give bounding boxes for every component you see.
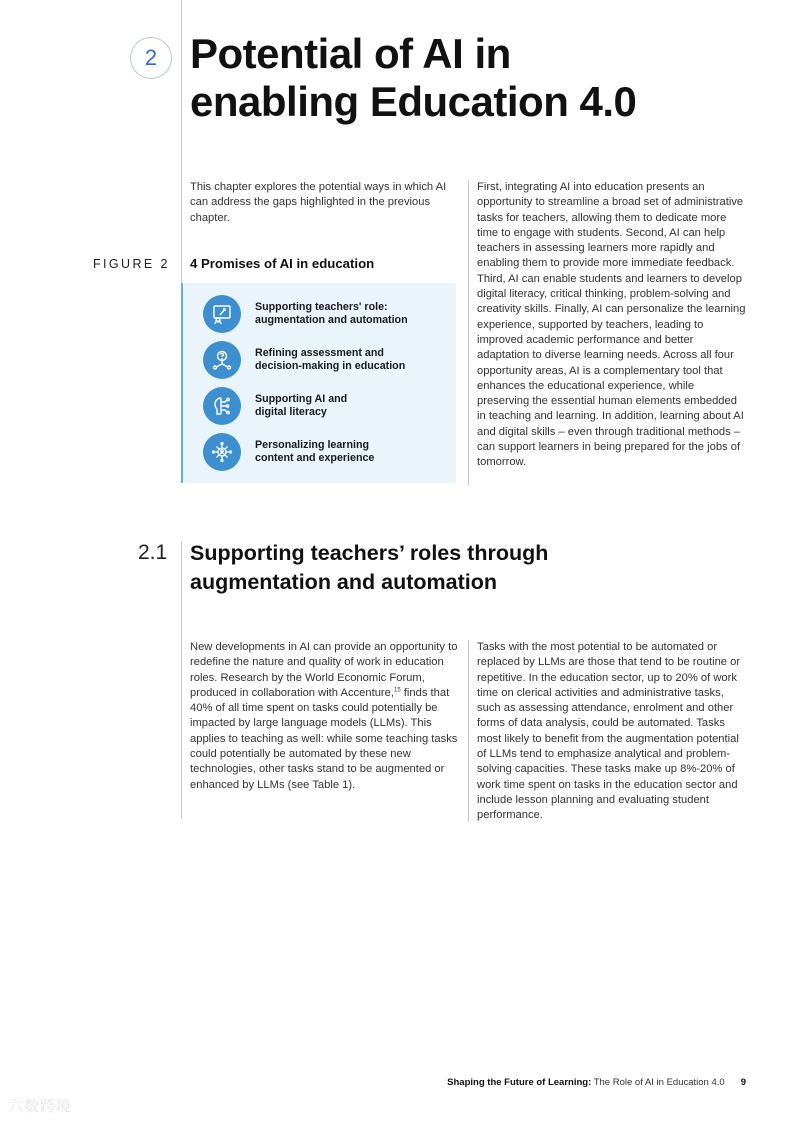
- promise-item: [203, 433, 455, 471]
- teacher-screen-icon: [203, 295, 241, 333]
- promise-label-line1: Supporting teachers' role:: [255, 300, 388, 313]
- question-network-icon: [203, 341, 241, 379]
- page-footer: [447, 1077, 746, 1088]
- section-title-line1: Supporting teachers’ roles through: [190, 541, 549, 565]
- column-rule-top: [468, 180, 469, 485]
- chapter-number: 2: [144, 45, 158, 70]
- promise-label-line1: Supporting AI and: [255, 392, 348, 405]
- chapter-title: [190, 30, 750, 126]
- chapter-number-badge: [130, 37, 172, 79]
- watermark: 六数跨境: [8, 1098, 73, 1115]
- chapter-title-line2: enabling Education 4.0: [190, 78, 637, 125]
- intro-paragraph: This chapter explores the potential ways in which AI can address the gaps highlighted in the previous chapter.: [190, 181, 447, 224]
- promise-label-line1: Personalizing learning: [255, 438, 370, 451]
- chapter-title-line1: Potential of AI in: [190, 30, 511, 77]
- promise-label-line2: digital literacy: [255, 406, 327, 418]
- promise-item: [203, 341, 455, 379]
- section-number: 2.1: [138, 541, 168, 564]
- footer-title-bold: Shaping the Future of Learning:: [447, 1077, 592, 1088]
- brain-circuit-icon: [203, 387, 241, 425]
- promise-item: [203, 387, 455, 425]
- margin-rule-section: [181, 541, 182, 819]
- column-rule-bottom: [468, 640, 469, 822]
- footer-title-rest: The Role of AI in Education 4.0: [591, 1077, 725, 1088]
- section-body-left-a: New developments in AI can provide an opportunity to redefine the nature and quality of work in education roles. Research by the World Economic Forum, produced in collaboration with Accenture,: [190, 641, 458, 699]
- opportunity-paragraph: First, integrating AI into education presents an opportunity to streamline a broad set of administrative tasks for teachers, allowing them to dedicate more time to engage with students. Second, AI can help teachers in assessing learners more rapidly and enabling them to provide more immediate feedback. Third, AI can enable students and learners to develop digital literacy, critical thinking, problem-solving and creativity skills. Finally, AI can personalize the learning experience, supported by teachers, leading to improved academic performance and better adaptation to diverse learning needs. Across all four opportunity areas, AI is a complementary tool that enhances the educational experience, while preserving the essential human elements embedded in teaching and learning. In addition, learning about AI and digital skills – even through traditional methods – can support learners in being prepared for the jobs of tomorrow.: [477, 181, 746, 469]
- section-title: [190, 539, 610, 597]
- person-network-icon: [203, 433, 241, 471]
- section-body-right: Tasks with the most potential to be automated or replaced by LLMs are those that tend to be routine or repetitive. In the education sector, up to 20% of work time on clerical activities and administrative tasks, such as assessing attendance, enrolment and other forms of data analysis, could be automated. Tasks most likely to benefit from the augmentation potential of LLMs tend to emphasize analytical and problem-solving capacities. These tasks make up 8%-20% of work time spent on tasks in the education sector and include lesson planning and evaluating student performance.: [477, 641, 741, 822]
- section-title-line2: augmentation and automation: [190, 570, 497, 594]
- promise-label-line1: Refining assessment and: [255, 346, 384, 359]
- footnote-ref[interactable]: 15: [394, 687, 401, 694]
- promise-label-line2: augmentation and automation: [255, 314, 408, 326]
- promise-label-line2: decision-making in education: [255, 360, 406, 372]
- promise-label-line2: content and experience: [255, 452, 375, 464]
- figure-label: FIGURE 2: [93, 257, 170, 271]
- figure-panel: [181, 283, 456, 483]
- page-number: 9: [740, 1077, 746, 1088]
- section-body-left: [190, 640, 462, 793]
- section-body-left-b: finds that 40% of all time spent on tasks could potentially be impacted by large language models (LLMs). This applies to teaching as well: while some teaching tasks could potentially be automated by these new technologies, other tasks stand to be augmented or enhanced by LLMs (see Table 1).: [190, 686, 458, 791]
- promise-item: [203, 295, 455, 333]
- figure-title: 4 Promises of AI in education: [190, 256, 375, 271]
